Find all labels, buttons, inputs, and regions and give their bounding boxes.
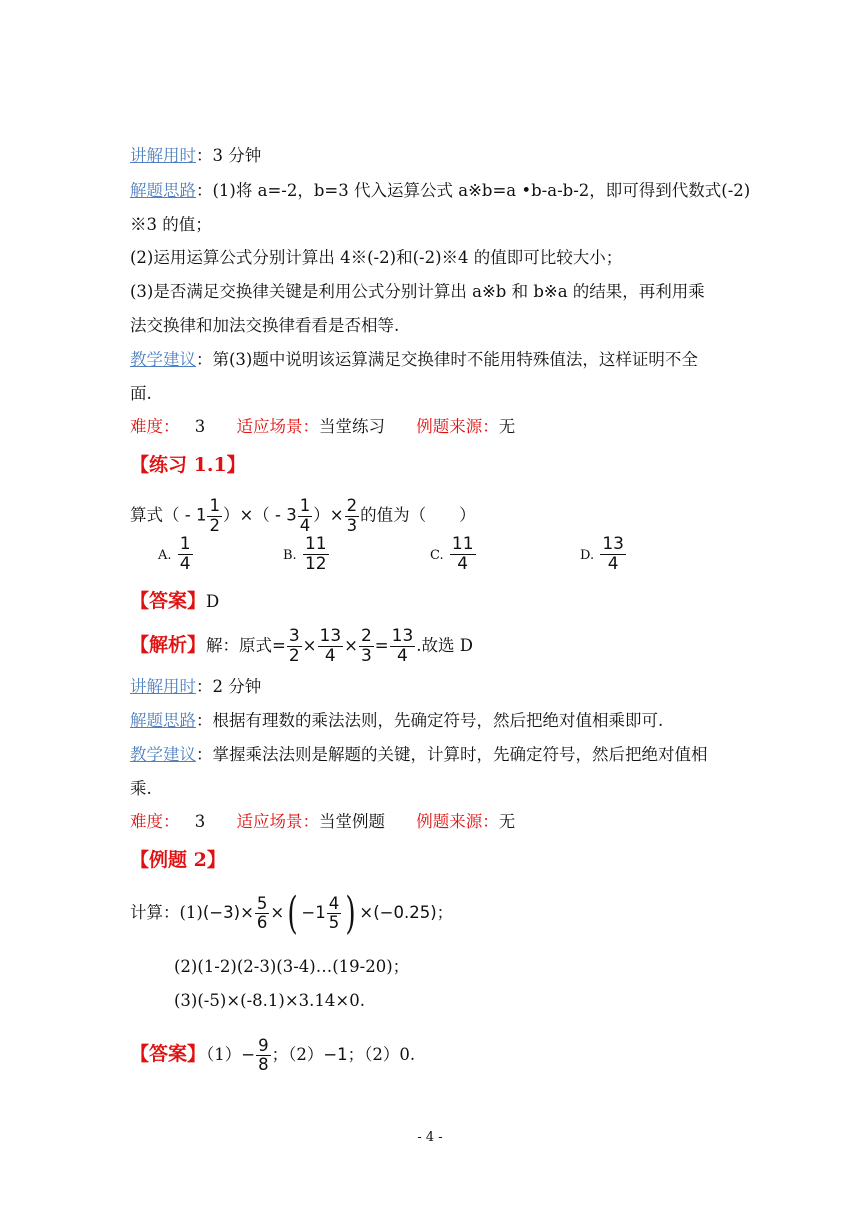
- option-d-frac: $\frac{13}{4}$: [602, 534, 624, 574]
- scene-label: 适应场景：: [236, 417, 319, 436]
- explain-time-label-2: 讲解用时: [130, 677, 196, 696]
- option-a[interactable]: A. $\frac{1}{4}$: [158, 534, 191, 574]
- explain-time-text: ：3 分钟: [196, 146, 262, 165]
- exercise-1-1-heading: 【练习 1.1】: [130, 454, 246, 476]
- calc-paren-left: (: [287, 887, 298, 939]
- difficulty-value: 3: [194, 417, 206, 436]
- scene-value: 当堂练习: [319, 417, 385, 436]
- analysis-suffix: .故选 D: [416, 636, 473, 655]
- line-teaching-advice-1: [130, 349, 698, 371]
- option-b-frac: $\frac{11}{12}$: [304, 534, 327, 574]
- teaching-advice-label: 教学建议: [130, 350, 196, 369]
- teaching-advice-label-2: 教学建议: [130, 745, 196, 764]
- ana-frac-2: $\frac{13}{4}$: [319, 626, 342, 666]
- q-prefix: 算式（ - 1: [130, 505, 207, 525]
- answer-heading: 【答案】: [130, 590, 207, 612]
- analysis-line: 【解析】解：原式= $\frac{3}{2}$ × $\frac{13}{4}$ × $\frac{2}{3}$ = $\frac{13}{4}$ .故选 D: [130, 626, 473, 666]
- option-d[interactable]: D. $\frac{13}{4}$: [580, 534, 624, 574]
- source-value: 无: [498, 417, 516, 436]
- answer-line: [130, 590, 219, 613]
- line-explain-time-2: 讲解用时：2 分钟: [130, 677, 262, 696]
- explain-time-label: 讲解用时: [130, 146, 196, 165]
- option-a-frac: $\frac{1}{4}$: [179, 534, 191, 574]
- line-teaching-advice-2-cont: 乘.: [130, 779, 152, 798]
- q-mid-2: ）×: [313, 505, 344, 525]
- calc-line-2: (2)(1-2)(2-3)(3-4)…(19-20)；: [174, 957, 410, 976]
- ana-frac-1: $\frac{3}{2}$: [288, 626, 300, 666]
- answer-value: D: [206, 592, 220, 611]
- calc-paren-right: ): [345, 887, 356, 939]
- q-suffix: 的值为（ ）: [360, 505, 476, 525]
- q-frac-3: $\frac{2}{3}$: [346, 496, 358, 535]
- answer-2-line: 【答案】（1）− $\frac{9}{8}$ ；（2）−1；（2）0.: [130, 1035, 416, 1074]
- line-step-3: (3)是否满足交换律关键是利用公式分别计算出 a※b 和 b※a 的结果，再利用乘: [130, 282, 705, 301]
- calc-line-1: 计算：(1)(−3)× $\frac{5}{6}$ ×( −1 $\frac{4}{5}$ ) ×(−0.25)；: [130, 887, 454, 939]
- calc-line-3: (3)(-5)×(-8.1)×3.14×0.: [174, 991, 365, 1010]
- option-c-frac: $\frac{11}{4}$: [451, 534, 474, 574]
- q-frac-2: $\frac{1}{4}$: [299, 496, 311, 535]
- solution-idea-label-2: 解题思路: [130, 711, 196, 730]
- line-teaching-advice-2: 教学建议：掌握乘法法则是解题的关键，计算时，先确定符号，然后把绝对值相: [130, 745, 708, 764]
- option-b[interactable]: B. $\frac{11}{12}$: [283, 534, 327, 574]
- line-step-3-cont: 法交换律和加法交换律看看是否相等.: [130, 316, 400, 335]
- ana-frac-3: $\frac{2}{3}$: [360, 626, 372, 666]
- meta-line-2: 难度： 3 适应场景：当堂例题 例题来源：无: [130, 812, 516, 831]
- line-solution-idea-1: [130, 180, 750, 202]
- option-c[interactable]: C. $\frac{11}{4}$: [430, 534, 474, 574]
- calc-frac-2: $\frac{4}{5}$: [328, 893, 340, 932]
- source-label: 例题来源：: [416, 417, 499, 436]
- ana-frac-4: $\frac{13}{4}$: [391, 626, 414, 666]
- calc-frac-1: $\frac{5}{6}$: [256, 893, 268, 932]
- meta-line-1: [130, 416, 515, 438]
- example-2-heading: 【例题 2】: [130, 849, 226, 871]
- line-explain-time-1: [130, 145, 261, 167]
- teaching-advice-text: ：第(3)题中说明该运算满足交换律时不能用特殊值法，这样证明不全: [196, 350, 698, 369]
- exercise-question: [130, 498, 476, 534]
- analysis-prefix: 解：原式=: [206, 636, 286, 655]
- analysis-heading: 【解析】: [130, 634, 207, 656]
- line-teaching-advice-cont: 面.: [130, 384, 152, 403]
- line-solution-idea-cont: ※3 的值；: [130, 215, 212, 234]
- q-mid-1: ）×（ - 3: [222, 505, 297, 525]
- answer-2-heading: 【答案】: [130, 1043, 207, 1065]
- line-solution-idea-2: 解题思路：根据有理数的乘法法则，先确定符号，然后把绝对值相乘即可.: [130, 711, 664, 730]
- solution-idea-label: 解题思路: [130, 181, 196, 200]
- answer-2-frac: $\frac{9}{8}$: [258, 1035, 269, 1074]
- page-number: - 4 -: [417, 1130, 443, 1145]
- difficulty-label: 难度：: [130, 417, 180, 436]
- q-frac-1: $\frac{1}{2}$: [209, 496, 220, 535]
- solution-idea-text: ：(1)将 a=-2，b=3 代入运算公式 a※b=a •b-a-b-2，即可得到代数式(-2): [196, 181, 751, 200]
- line-step-2: (2)运用运算公式分别计算出 4※(-2)和(-2)※4 的值即可比较大小；: [130, 248, 623, 267]
